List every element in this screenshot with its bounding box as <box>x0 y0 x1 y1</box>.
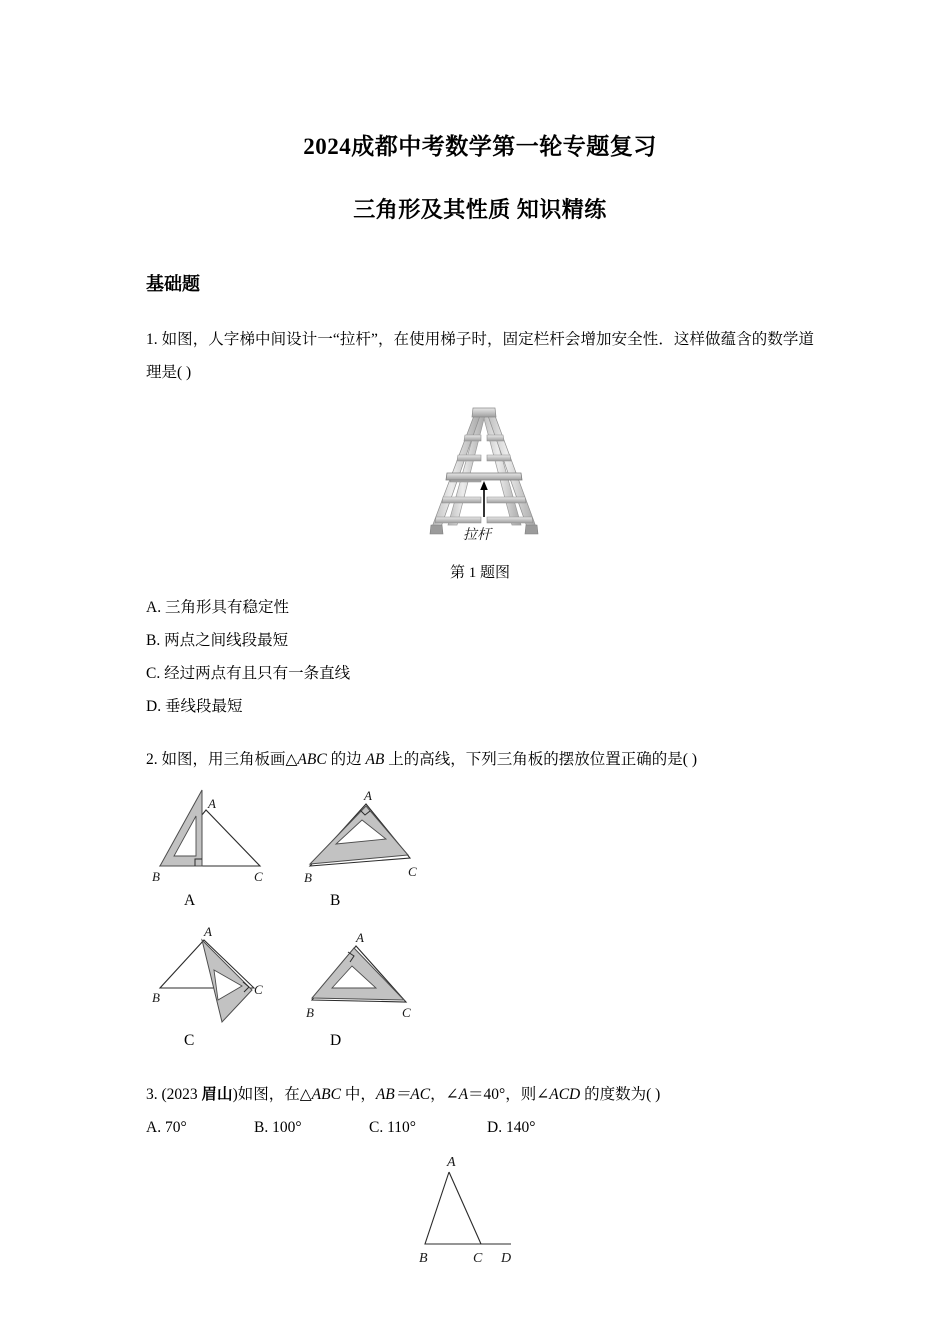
q3-ab-ac: AB＝AC <box>375 1086 431 1104</box>
question-3-option-a: A. 70° <box>146 1119 187 1137</box>
ladder-image <box>146 397 814 549</box>
label-c: C <box>473 1251 483 1267</box>
q3-part-6: 的度数为( ) <box>580 1086 661 1104</box>
document-subtitle: 三角形及其性质 知识精练 <box>353 197 607 223</box>
pull-rod-bar <box>446 473 522 480</box>
q3-source: 眉山 <box>201 1086 233 1104</box>
question-2-option-c-figure <box>148 922 298 1032</box>
label-b: B <box>304 870 312 886</box>
label-a: A <box>447 1155 456 1171</box>
question-2-option-b-figure <box>294 782 444 892</box>
label-a: A <box>204 924 212 940</box>
q3-abc: ABC <box>311 1086 341 1104</box>
question-3-options <box>146 1111 814 1144</box>
question-2-text <box>146 743 814 776</box>
question-1-option-d: D. 垂线段最短 <box>146 698 243 716</box>
question-3-option-d: D. 140° <box>487 1119 536 1137</box>
diagram-option-a <box>148 782 298 892</box>
label-b: B <box>152 990 160 1006</box>
question-1-figure-caption: 第 1 题图 <box>449 565 510 582</box>
q2-abc: ABC <box>297 751 327 769</box>
label-b: B <box>152 869 160 885</box>
step-ladder-illustration <box>395 397 565 549</box>
question-1-figure <box>146 397 814 585</box>
label-c: C <box>254 982 263 998</box>
diagram-option-c <box>148 922 298 1032</box>
pull-rod-label: 拉杆 <box>463 528 491 544</box>
pointer-arrow-head <box>480 481 488 490</box>
label-d: D <box>501 1251 512 1267</box>
question-3-figure <box>146 1148 814 1278</box>
label-b: B <box>306 1005 314 1021</box>
document-title: 2024成都中考数学第一轮专题复习 <box>303 134 657 159</box>
label-c: C <box>402 1005 411 1021</box>
q3-part-1: 3. (2023 <box>146 1086 202 1104</box>
question-2-option-letter-d: D <box>330 1032 342 1050</box>
question-2-option-a-figure <box>148 782 298 892</box>
question-3-option-c: C. 110° <box>369 1119 416 1137</box>
q2-part-2: 的边 <box>326 751 366 769</box>
question-2-option-d-figure <box>294 922 444 1032</box>
q2-ab: AB <box>365 751 385 769</box>
question-2-options-row-2 <box>146 922 814 1062</box>
question-2-option-letter-c: C <box>184 1032 195 1050</box>
label-b: B <box>419 1251 428 1267</box>
diagram-isosceles-triangle-abcd <box>385 1148 575 1278</box>
q3-angle-a: A <box>458 1086 469 1104</box>
question-2-options-grid <box>146 782 814 1062</box>
question-1-text: 1. 如图，人字梯中间设计一“拉杆”，在使用梯子时，固定栏杆会增加安全性．这样做蕴含的数学道理是( ) <box>146 331 814 382</box>
diagram-option-d <box>294 922 444 1032</box>
q3-part-5: ＝40°，则∠ <box>468 1086 550 1104</box>
diagram-option-b <box>294 782 444 892</box>
question-1-option-a: A. 三角形具有稳定性 <box>146 599 289 617</box>
q2-part-1: 2. 如图，用三角板画△ <box>146 751 298 769</box>
question-2-options-row-1 <box>146 782 814 922</box>
question-2-option-letter-b: B <box>330 892 341 910</box>
question-3-option-b: B. 100° <box>254 1119 302 1137</box>
section-heading: 基础题 <box>146 273 200 294</box>
label-c: C <box>254 869 263 885</box>
label-a: A <box>208 796 216 812</box>
question-2-option-letter-a: A <box>184 892 196 910</box>
q3-angle-acd: ACD <box>549 1086 581 1104</box>
q3-part-4: ，∠ <box>430 1086 459 1104</box>
question-3-text <box>146 1078 814 1111</box>
label-a: A <box>364 788 372 804</box>
q3-part-2: )如图，在△ <box>232 1086 312 1104</box>
q2-part-3: 上的高线，下列三角板的摆放位置正确的是( ) <box>384 751 697 769</box>
question-1-option-b: B. 两点之间线段最短 <box>146 632 289 650</box>
q3-part-3: 中， <box>340 1086 376 1104</box>
page-content <box>146 0 814 1278</box>
label-a: A <box>356 930 364 946</box>
label-c: C <box>408 864 417 880</box>
question-1-option-c: C. 经过两点有且只有一条直线 <box>146 665 351 683</box>
